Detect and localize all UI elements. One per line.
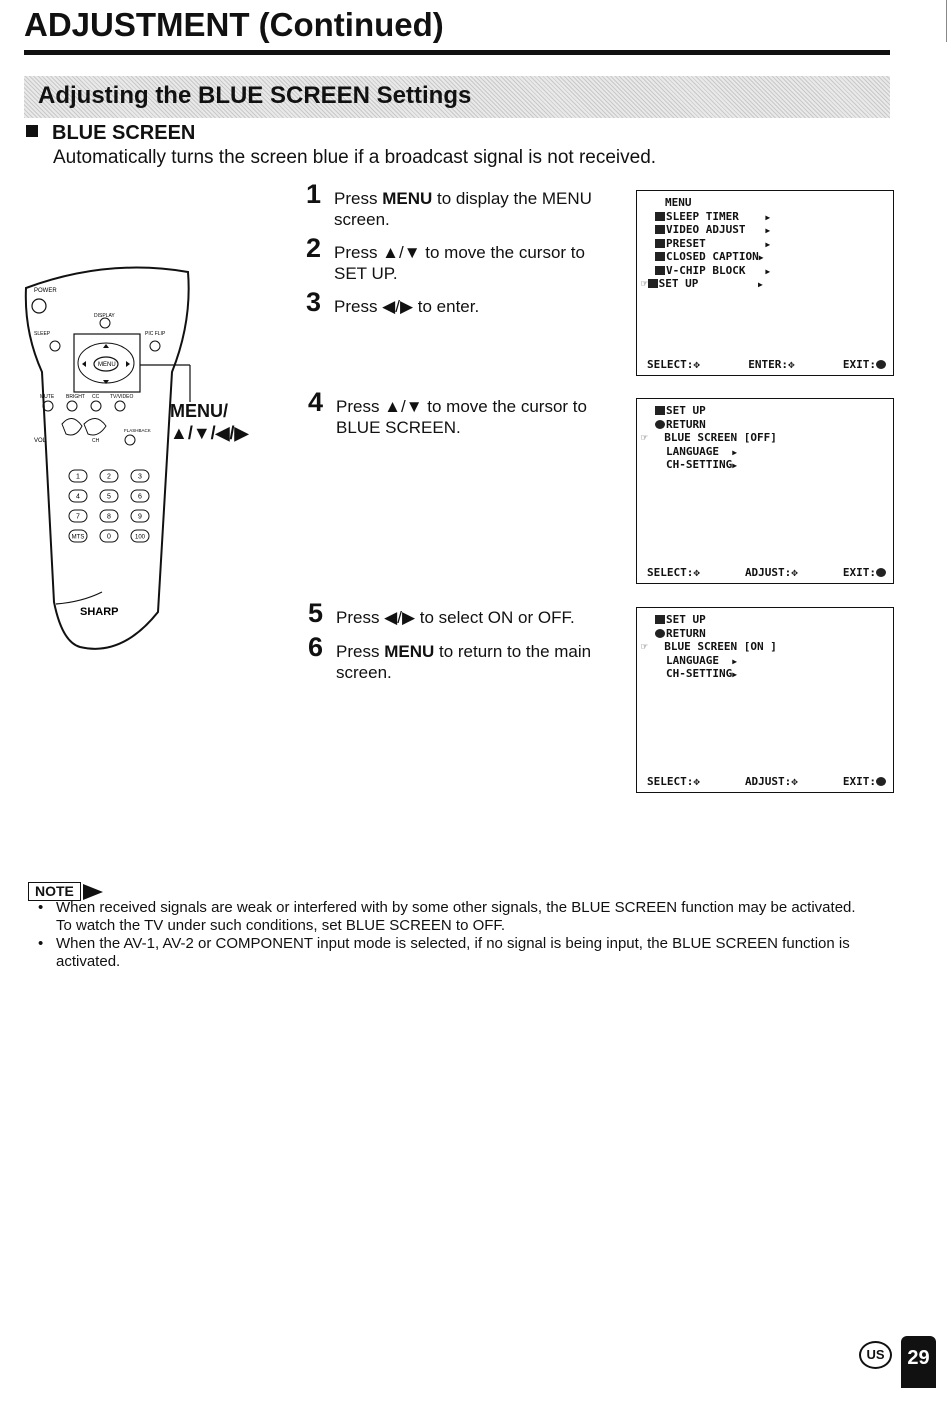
dpad-icon: ✥ [791,566,798,579]
dpad-icon: ✥ [791,775,798,788]
flashback-label: FLASHBACK [124,428,151,433]
closed-caption-icon [655,252,665,261]
note-item: • When the AV-1, AV-2 or COMPONENT input mode is selected, if no signal is being input, the BLUE SCREEN function is activated. [38,935,868,971]
arrow-right-icon: ▶ [758,253,764,262]
dpad-icon: ✥ [787,358,795,371]
note-list [38,899,868,971]
step-number: 1 [306,179,322,209]
set-up-icon [655,615,665,624]
osd-setup-screen-off: SET UP RETURN ☞ BLUE SCREEN [OFF] LANGUAGE ▶ CH-SETTING▶ SELECT:✥ ADJUST:✥ EXIT: [636,398,894,584]
subsection-heading [26,122,195,145]
keypad-key-label: 9 [138,513,142,521]
step-text: Press ▲/▼ to move the cursor to BLUE SCREEN. [336,397,587,437]
bright-label: BRIGHT [66,394,85,400]
arrow-right-icon: ▶ [757,280,763,289]
ch-label: CH [92,438,100,444]
power-label: POWER [34,288,57,294]
note-label: NOTE [28,882,81,901]
menu-button-icon [876,568,886,577]
osd-footer: SELECT:✥ ENTER:✥ EXIT: [647,358,887,371]
osd-footer: SELECT:✥ ADJUST:✥ EXIT: [647,775,887,788]
sleep-label: SLEEP [34,331,51,337]
step-text: Press ▲/▼ to move the cursor to SET UP. [334,243,585,283]
osd-menu-item-selected: ☞ BLUE SCREEN [OFF] [641,431,777,444]
brand-logo: SHARP [80,606,119,618]
pic-flip-label: PIC FLIP [145,331,166,337]
step-number: 4 [308,387,324,417]
step-number: 2 [306,233,322,263]
arrow-right-icon: ▶ [765,226,771,235]
osd-menu-item: PRESET ▶ [641,237,770,251]
video-adjust-icon [655,225,665,234]
osd-title: SET UP [666,613,706,626]
menu-button-icon [876,777,886,786]
subsection-description: Automatically turns the screen blue if a broadcast signal is not received. [53,147,657,168]
osd-menu-item: CH-SETTING▶ [666,458,738,471]
section-title: Adjusting the BLUE SCREEN Settings [38,82,472,109]
keypad-key-label: MTS [71,534,85,541]
arrow-right-icon: ▶ [732,461,738,470]
osd-menu-item: CH-SETTING▶ [666,667,738,680]
osd-menu-item: V-CHIP BLOCK ▶ [641,264,770,278]
keypad-key-label: 6 [138,493,142,501]
remote-control-illustration [22,262,192,654]
step-number: 3 [306,287,322,317]
set-up-icon [648,279,658,288]
arrow-right-icon: ▶ [732,447,738,457]
arrow-right-icon: ▶ [732,670,738,679]
menu-button-icon [876,360,886,369]
title-rule [24,50,890,55]
osd-menu-screen [636,190,894,376]
osd-menu-item-selected: ☞ SET UP ▶ [641,277,763,290]
osd-setup-screen-on: SET UP RETURN ☞ BLUE SCREEN [ON ] LANGUAGE ▶ CH-SETTING▶ SELECT:✥ ADJUST:✥ EXIT: [636,607,894,793]
display-label: DISPLAY [94,313,115,319]
sleep-timer-icon [655,212,665,221]
keypad-key-label: 1 [76,473,80,481]
osd-menu-item-selected: ☞ BLUE SCREEN [ON ] [641,640,777,653]
osd-title: MENU [665,196,692,209]
page-number: 29 [901,1336,936,1388]
arrow-right-icon: ▶ [765,212,771,222]
keypad-key-label: 8 [107,513,111,521]
region-badge: US [859,1341,892,1369]
osd-title: SET UP [666,404,706,417]
cc-label: CC [92,394,100,400]
section-banner [24,76,890,118]
pointing-hand-icon: ☞ [641,640,648,653]
step-number: 6 [308,632,324,662]
step-text: Press ◀/▶ to select ON or OFF. [336,608,575,627]
mute-label: MUTE [40,394,55,400]
osd-menu-item: CLOSED CAPTION▶ [641,250,770,264]
keypad-key-label: 100 [134,534,146,541]
note-item: • When received signals are weak or interfered with by some other signals, the BLUE SCREEN function may be activated. To watch the TV under such conditions, set BLUE SCREEN to OFF. [38,899,868,935]
osd-menu-item: LANGUAGE ▶ [666,444,738,458]
osd-menu-item: SLEEP TIMER ▶ [641,210,770,224]
dpad-icon: ✥ [693,566,700,579]
step-text: Press ◀/▶ to enter. [334,297,480,316]
note-arrow-icon [83,884,103,900]
step-text: Press MENU to return to the main screen. [336,642,592,682]
step-number: 5 [308,598,324,628]
keypad-key-label: 7 [76,513,80,521]
return-icon [655,420,665,429]
osd-menu-item: LANGUAGE ▶ [666,653,738,667]
osd-menu-item: VIDEO ADJUST ▶ [641,223,770,237]
dpad-icon: ✥ [693,358,700,371]
keypad-key-label: 4 [76,493,80,501]
square-bullet-icon [26,125,38,137]
set-up-icon [655,406,665,415]
page-edge-line [946,0,947,42]
tv-video-label: TV/VIDEO [110,394,134,400]
remote-callout-label: MENU/ ▲/▼/◀/▶ [170,401,249,443]
preset-icon [655,239,665,248]
return-icon [655,629,665,638]
step-text: Press MENU to display the MENU screen. [334,189,592,229]
subsection-heading-text: BLUE SCREEN [52,122,196,144]
dpad-icon: ✥ [693,775,700,788]
arrow-right-icon: ▶ [765,266,771,276]
pointing-hand-icon: ☞ [641,277,648,290]
page-title: ADJUSTMENT (Continued) [24,6,444,43]
menu-button-label: MENU [98,362,116,368]
arrow-right-icon: ▶ [732,656,738,666]
osd-footer: SELECT:✥ ADJUST:✥ EXIT: [647,566,887,579]
vol-label: VOL [34,438,47,444]
arrow-right-icon: ▶ [765,239,771,249]
keypad-key-label: 2 [107,473,111,481]
keypad-key-label: 3 [138,473,142,481]
keypad-key-label: 5 [107,493,111,501]
pointing-hand-icon: ☞ [641,431,648,444]
keypad-key-label: 0 [107,533,111,541]
v-chip-icon [655,266,665,275]
